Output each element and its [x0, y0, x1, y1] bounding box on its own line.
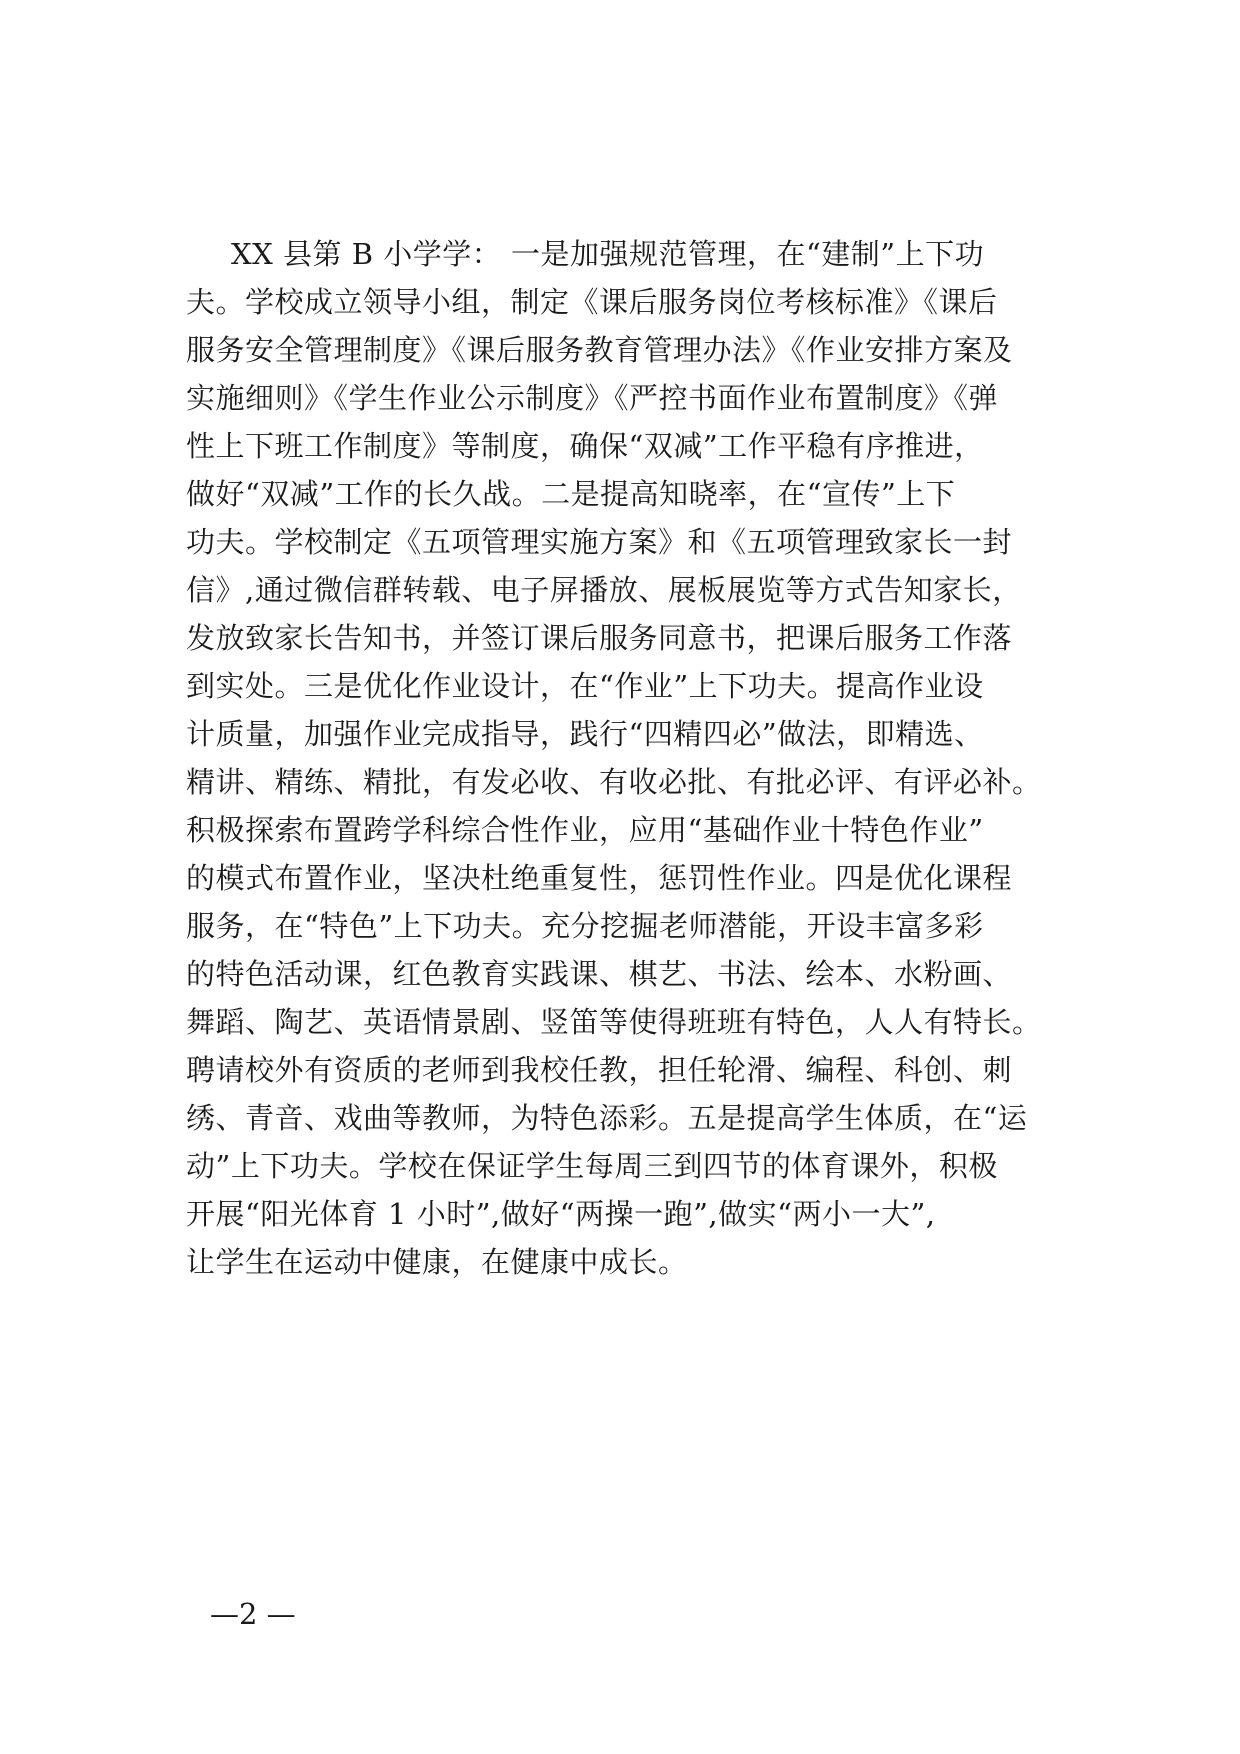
text-line: 舞蹈、陶艺、英语情景剧、竖笛等使得班班有特色，人人有特长。 [186, 1005, 1042, 1039]
text-line: 服务，在“特色”上下功夫。充分挖掘老师潜能，开设丰富多彩 [186, 909, 984, 943]
text-line: 让学生在运动中健康，在健康中成长。 [186, 1245, 688, 1279]
text-line: 服务安全管理制度》《课后服务教育管理办法》《作业安排方案及 [186, 333, 1013, 367]
text-line: 夫。学校成立领导小组，制定《课后服务岗位考核标准》《课后 [186, 285, 998, 319]
text-line: 聘请校外有资质的老师到我校任教，担任轮滑、编程、科创、刺 [186, 1053, 1013, 1087]
text-line: 到实处。三是优化作业设计，在“作业”上下功夫。提高作业设 [186, 669, 984, 703]
text-line: 发放致家长告知书，并签订课后服务同意书，把课后服务工作落 [186, 621, 1013, 655]
page-number: —2 — [210, 1597, 296, 1631]
text-line: 计质量，加强作业完成指导，践行“四精四必”做法，即精选、 [186, 717, 984, 751]
text-line: 实施细则》《学生作业公示制度》《严控书面作业布置制度》《弹 [186, 381, 999, 415]
text-line: 开展“阳光体育 1 小时”,做好“两操一跑”,做实“两小一大”, [186, 1197, 936, 1231]
text-line: 做好“双减”工作的长久战。二是提高知晓率，在“宣传”上下 [186, 477, 956, 511]
text-line: XX 县第 B 小学学： 一是加强规范管理，在“建制”上下功 [231, 237, 985, 271]
text-line: 的特色活动课，红色教育实践课、棋艺、书法、绘本、水粉画、 [186, 957, 1013, 991]
text-line: 信》,通过微信群转载、电子屏播放、展板展览等方式告知家长， [186, 573, 1022, 607]
text-line: 动”上下功夫。学校在保证学生每周三到四节的体育课外，积极 [186, 1149, 998, 1183]
text-line: 性上下班工作制度》等制度，确保“双减”工作平稳有序推进， [186, 429, 984, 463]
text-line: 绣、青音、戏曲等教师，为特色添彩。五是提高学生体质，在“运 [186, 1101, 1028, 1135]
text-line: 功夫。学校制定《五项管理实施方案》和《五项管理致家长一封 [186, 525, 1013, 559]
text-line: 积极探索布置跨学科综合性作业，应用“基础作业十特色作业” [186, 813, 984, 847]
body-paragraph [186, 230, 1076, 1286]
text-line: 精讲、精练、精批，有发必收、有收必批、有批必评、有评必补。 [186, 765, 1042, 799]
text-line: 的模式布置作业，坚决杜绝重复性，惩罚性作业。四是优化课程 [186, 861, 1013, 895]
